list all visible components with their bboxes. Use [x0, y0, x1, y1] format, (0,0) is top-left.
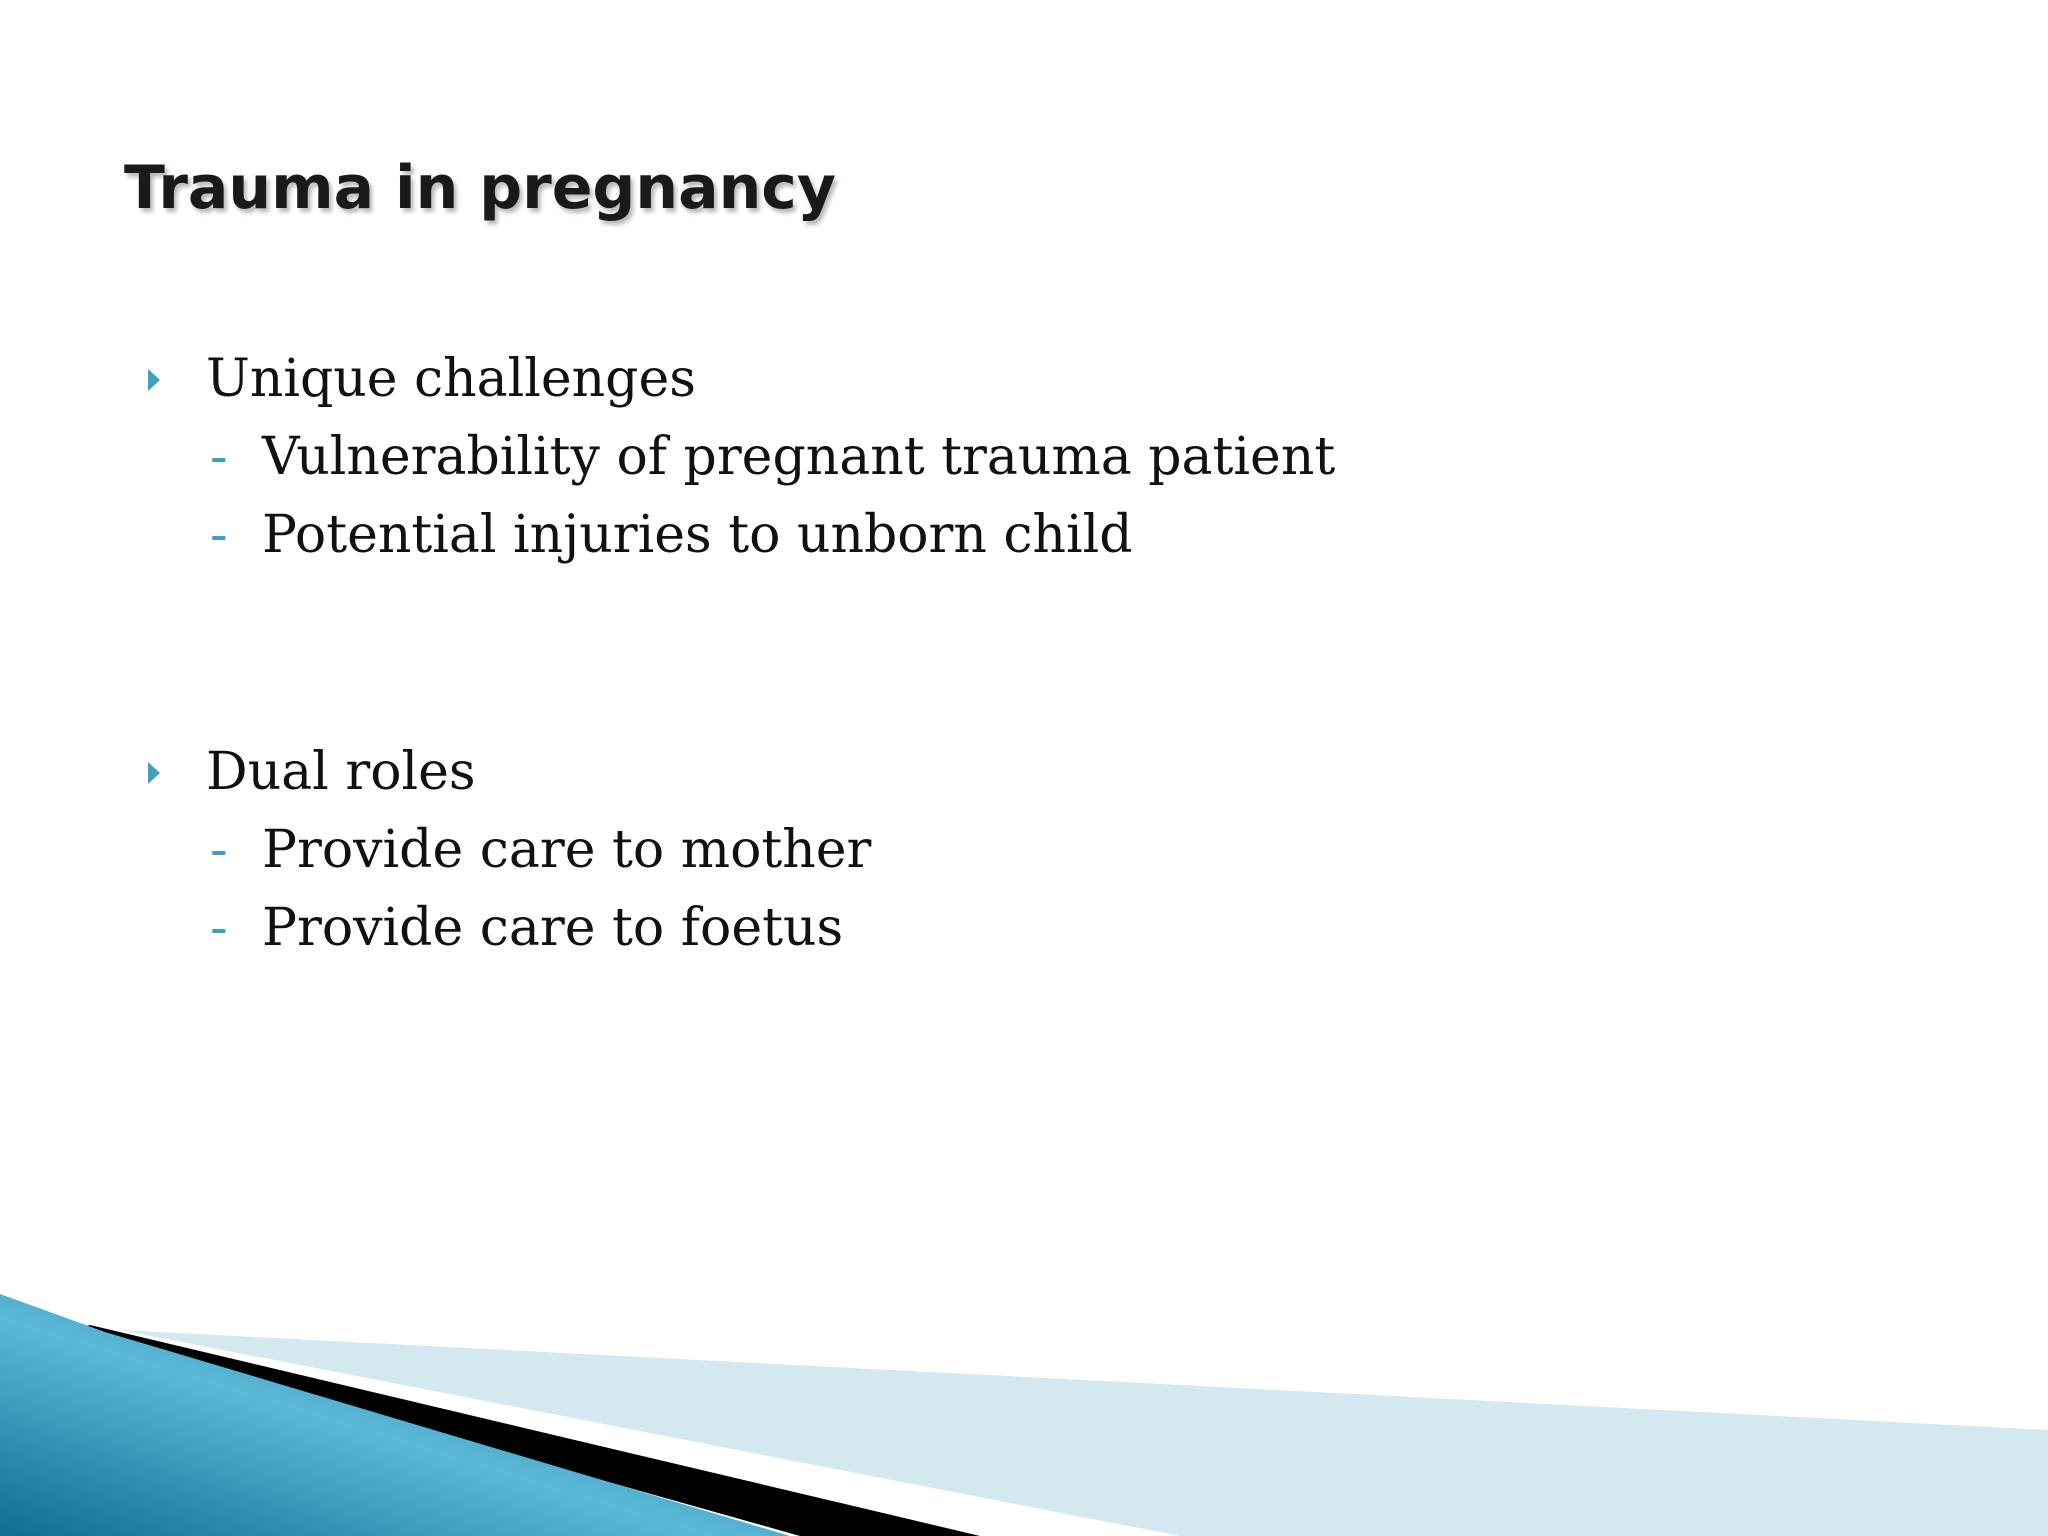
bullet-text: Dual roles — [206, 742, 476, 802]
dash-marker: - — [210, 898, 228, 958]
sub-item-text: Provide care to mother — [262, 820, 872, 880]
slide-title: Trauma in pregnancy — [124, 153, 836, 223]
dash-marker: - — [210, 505, 228, 565]
sub-item-text: Provide care to foetus — [262, 898, 844, 958]
dash-marker: - — [210, 427, 228, 487]
bullet-text: Unique challenges — [206, 349, 696, 409]
sub-item-text: Vulnerability of pregnant trauma patient — [262, 427, 1336, 487]
dash-marker: - — [210, 820, 228, 880]
sub-item-text: Potential injuries to unborn child — [262, 505, 1133, 565]
